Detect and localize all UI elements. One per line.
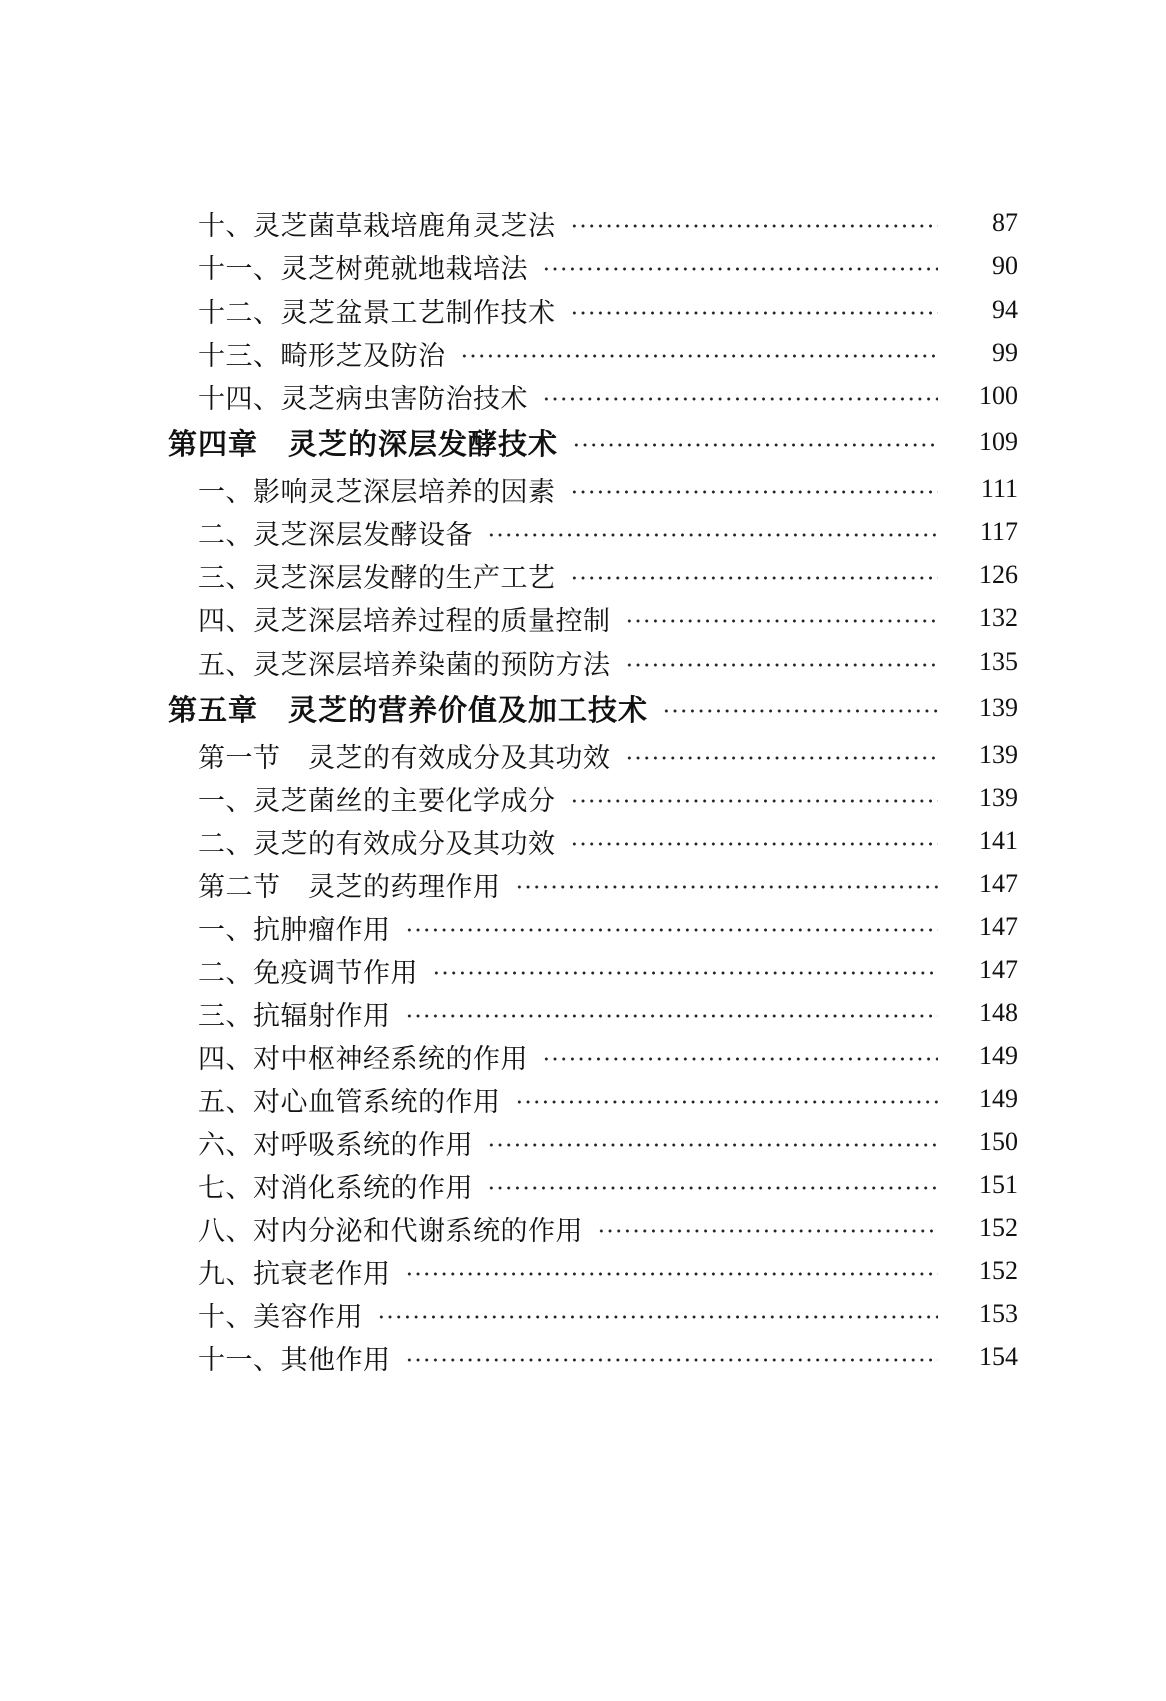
toc-entry[interactable]	[0, 1249, 1166, 1293]
toc-page-number: 147	[979, 869, 1018, 898]
toc-entry-title: 十二、灵芝盆景工艺制作技术	[198, 297, 556, 329]
toc-entry-title: 四、灵芝深层培养过程的质量控制	[198, 605, 611, 637]
toc-entry[interactable]	[0, 374, 1166, 418]
toc-page-number: 111	[980, 474, 1018, 503]
toc-page-number: 139	[979, 740, 1018, 769]
toc-entry[interactable]	[0, 244, 1166, 288]
dot-leader	[377, 1314, 938, 1320]
toc-page-number: 135	[979, 647, 1018, 676]
toc-page-number: 87	[992, 208, 1018, 237]
toc-page-number: 141	[979, 826, 1018, 855]
dot-leader	[625, 662, 939, 668]
toc-entry[interactable]	[0, 1163, 1166, 1207]
toc-entry-title: 四、对中枢神经系统的作用	[198, 1043, 528, 1075]
dot-leader	[405, 927, 939, 933]
dot-leader	[487, 1142, 938, 1148]
toc-entry-title: 五、灵芝深层培养染菌的预防方法	[198, 649, 611, 681]
toc-page-number: 100	[979, 381, 1018, 410]
dot-leader	[570, 223, 939, 229]
toc-section-heading[interactable]	[0, 733, 1166, 777]
toc-entry-title: 十三、畸形芝及防治	[198, 340, 446, 372]
dot-leader	[572, 442, 938, 448]
toc-entry-title: 一、影响灵芝深层培养的因素	[198, 476, 556, 508]
toc-entry[interactable]	[0, 201, 1166, 245]
toc-entry-title: 十四、灵芝病虫害防治技术	[198, 383, 528, 415]
toc-entry-title: 一、抗肿瘤作用	[198, 914, 391, 946]
dot-leader	[487, 532, 938, 538]
toc-page-number: 109	[979, 427, 1018, 456]
toc-chapter-heading[interactable]	[0, 418, 1166, 466]
toc-entry-title: 二、免疫调节作用	[198, 957, 418, 989]
toc-chapter-heading[interactable]	[0, 684, 1166, 732]
dot-leader	[460, 353, 939, 359]
dot-leader	[542, 396, 938, 402]
toc-entry-title: 十一、灵芝树蔸就地栽培法	[198, 253, 528, 285]
toc-page-number: 90	[992, 251, 1018, 280]
toc-page-number: 147	[979, 912, 1018, 941]
toc-page-number: 139	[979, 693, 1018, 722]
toc-section-heading[interactable]	[0, 862, 1166, 906]
toc-page-number: 147	[979, 955, 1018, 984]
toc-page-number: 152	[979, 1213, 1018, 1242]
toc-entry-title: 六、对呼吸系统的作用	[198, 1129, 473, 1161]
toc-page-number: 99	[992, 338, 1018, 367]
toc-entry-title: 二、灵芝的有效成分及其功效	[198, 828, 556, 860]
dot-leader	[405, 1271, 939, 1277]
dot-leader	[542, 266, 938, 272]
toc-chapter-title: 第四章 灵芝的深层发酵技术	[168, 426, 559, 461]
dot-leader	[405, 1357, 939, 1363]
dot-leader	[570, 798, 939, 804]
toc-page-number: 149	[979, 1041, 1018, 1070]
toc-chapter-title: 第五章 灵芝的营养价值及加工技术	[168, 692, 649, 727]
toc-entry[interactable]	[0, 1120, 1166, 1164]
toc-entry-title: 一、灵芝菌丝的主要化学成分	[198, 785, 556, 817]
dot-leader	[405, 1013, 939, 1019]
toc-entry[interactable]	[0, 510, 1166, 554]
toc-page-number: 152	[979, 1256, 1018, 1285]
toc-entry[interactable]	[0, 819, 1166, 863]
dot-leader	[487, 1185, 938, 1191]
toc-entry-title: 三、抗辐射作用	[198, 1000, 391, 1032]
toc-entry-title: 八、对内分泌和代谢系统的作用	[198, 1215, 583, 1247]
toc-entry[interactable]	[0, 991, 1166, 1035]
toc-entry-title: 五、对心血管系统的作用	[198, 1086, 501, 1118]
toc-page-number: 117	[979, 517, 1018, 546]
toc-entry[interactable]	[0, 1077, 1166, 1121]
toc-entry-title: 三、灵芝深层发酵的生产工艺	[198, 562, 556, 594]
toc-entry-title: 十、美容作用	[198, 1301, 363, 1333]
toc-entry-title: 十一、其他作用	[198, 1344, 391, 1376]
toc-entry-title: 二、灵芝深层发酵设备	[198, 519, 473, 551]
toc-page-number: 151	[979, 1170, 1018, 1199]
toc-entry[interactable]	[0, 596, 1166, 640]
toc-entry-title: 十、灵芝菌草栽培鹿角灵芝法	[198, 210, 556, 242]
dot-leader	[625, 618, 939, 624]
dot-leader	[432, 970, 938, 976]
toc-entry[interactable]	[0, 776, 1166, 820]
toc-page-number: 126	[979, 560, 1018, 589]
toc-entry[interactable]	[0, 1335, 1166, 1379]
toc-page-number: 94	[992, 295, 1018, 324]
toc-entry[interactable]	[0, 1292, 1166, 1336]
toc-section-title: 第一节 灵芝的有效成分及其功效	[198, 742, 611, 774]
toc-page-number: 153	[979, 1299, 1018, 1328]
toc-page-number: 132	[979, 603, 1018, 632]
toc-entry[interactable]	[0, 331, 1166, 375]
toc-entry[interactable]	[0, 948, 1166, 992]
dot-leader	[597, 1228, 938, 1234]
dot-leader	[515, 884, 939, 890]
toc-entry[interactable]	[0, 905, 1166, 949]
toc-entry[interactable]	[0, 1206, 1166, 1250]
dot-leader	[570, 841, 939, 847]
toc-entry[interactable]	[0, 640, 1166, 684]
toc-entry-title: 九、抗衰老作用	[198, 1258, 391, 1290]
toc-entry[interactable]	[0, 467, 1166, 511]
dot-leader	[662, 708, 938, 714]
dot-leader	[570, 575, 939, 581]
dot-leader	[570, 489, 939, 495]
dot-leader	[515, 1099, 939, 1105]
toc-page-number: 150	[979, 1127, 1018, 1156]
toc-page-number: 139	[979, 783, 1018, 812]
dot-leader	[542, 1056, 938, 1062]
toc-section-title: 第二节 灵芝的药理作用	[198, 871, 501, 903]
toc-page-number: 148	[979, 998, 1018, 1027]
dot-leader	[570, 310, 939, 316]
dot-leader	[625, 755, 939, 761]
toc-page-number: 154	[979, 1342, 1018, 1371]
toc-entry[interactable]	[0, 553, 1166, 597]
toc-entry[interactable]	[0, 1034, 1166, 1078]
toc-entry[interactable]	[0, 288, 1166, 332]
toc-entry-title: 七、对消化系统的作用	[198, 1172, 473, 1204]
toc-page-number: 149	[979, 1084, 1018, 1113]
